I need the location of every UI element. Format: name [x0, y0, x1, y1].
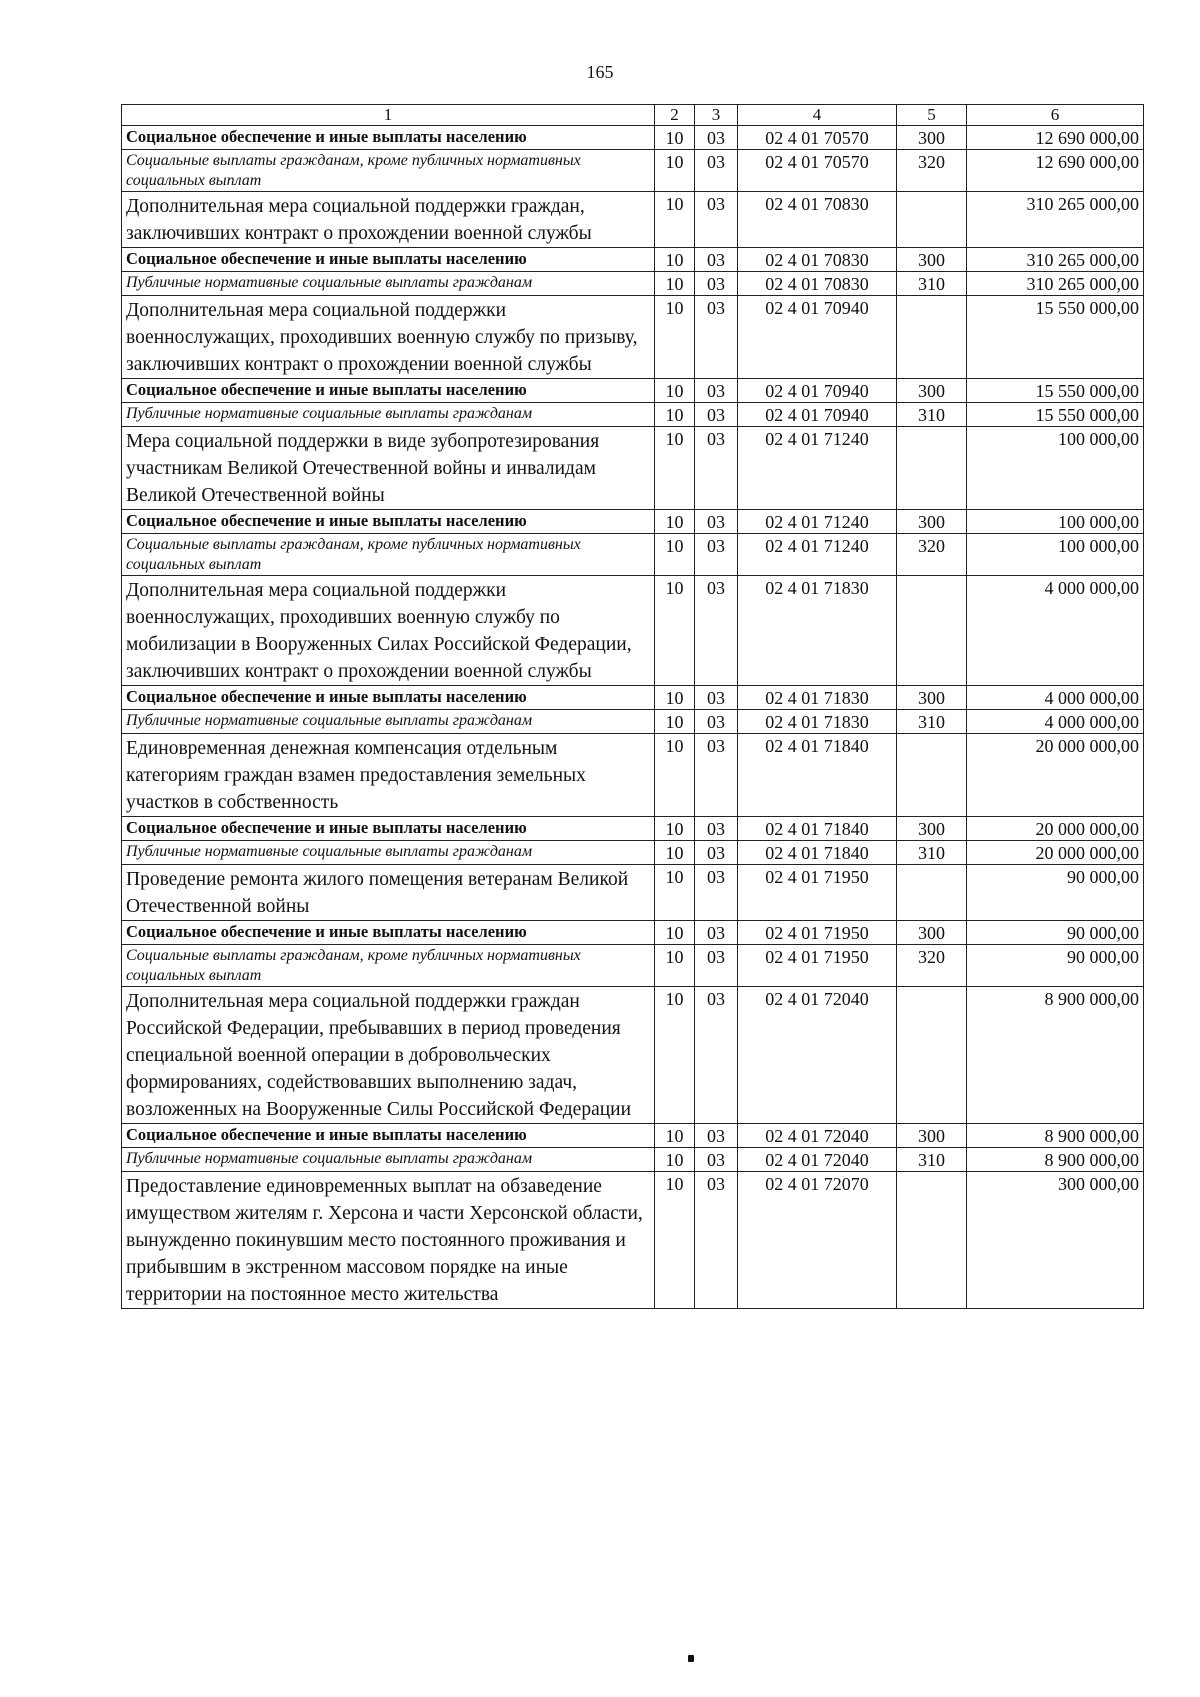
row-expense-type-cell: [897, 192, 967, 248]
row-subsection-cell: 03: [695, 865, 738, 921]
header-cell-5: 5: [897, 105, 967, 126]
row-subsection-cell: 03: [695, 534, 738, 576]
row-name-cell: Дополнительная мера социальной поддержки военнослужащих, проходивших военную службу по призыву, заключивших контракт о прохождении военной службы: [122, 296, 655, 379]
page-number: 165: [586, 62, 614, 82]
row-name-cell: Социальные выплаты гражданам, кроме публичных нормативных социальных выплат: [122, 150, 655, 192]
row-target-code-cell: 02 4 01 70830: [738, 272, 897, 296]
row-subsection-cell: 03: [695, 1124, 738, 1148]
row-subsection-cell: 03: [695, 841, 738, 865]
row-amount-cell: 310 265 000,00: [967, 192, 1144, 248]
row-target-code-cell: 02 4 01 72040: [738, 1148, 897, 1172]
row-amount-cell: 90 000,00: [967, 921, 1144, 945]
row-amount-cell: 15 550 000,00: [967, 403, 1144, 427]
row-section-cell: 10: [655, 1124, 695, 1148]
row-amount-cell: 100 000,00: [967, 534, 1144, 576]
row-amount-cell: 90 000,00: [967, 865, 1144, 921]
table-row: [122, 987, 1144, 1124]
row-amount-cell: 8 900 000,00: [967, 987, 1144, 1124]
row-amount-cell: 310 265 000,00: [967, 248, 1144, 272]
row-target-code-cell: 02 4 01 71950: [738, 865, 897, 921]
row-subsection-cell: 03: [695, 150, 738, 192]
row-section-cell: 10: [655, 296, 695, 379]
row-name-cell: Мера социальной поддержки в виде зубопротезирования участникам Великой Отечественной войны и инвалидам Великой Отечественной войны: [122, 427, 655, 510]
row-expense-type-cell: 310: [897, 403, 967, 427]
row-expense-type-cell: 320: [897, 534, 967, 576]
row-expense-type-cell: 320: [897, 150, 967, 192]
row-expense-type-cell: 300: [897, 248, 967, 272]
row-section-cell: 10: [655, 987, 695, 1124]
header-cell-2: 2: [655, 105, 695, 126]
header-cell-6: 6: [967, 105, 1144, 126]
row-expense-type-cell: [897, 576, 967, 686]
row-target-code-cell: 02 4 01 71830: [738, 686, 897, 710]
row-target-code-cell: 02 4 01 70830: [738, 192, 897, 248]
table-row: [122, 296, 1144, 379]
table-row: [122, 379, 1144, 403]
row-amount-cell: 12 690 000,00: [967, 126, 1144, 150]
row-amount-cell: 20 000 000,00: [967, 734, 1144, 817]
table-row: [122, 686, 1144, 710]
table-row: [122, 150, 1144, 192]
row-name-cell: Социальные выплаты гражданам, кроме публичных нормативных социальных выплат: [122, 945, 655, 987]
row-target-code-cell: 02 4 01 71840: [738, 734, 897, 817]
row-expense-type-cell: 300: [897, 686, 967, 710]
row-subsection-cell: 03: [695, 921, 738, 945]
row-section-cell: 10: [655, 576, 695, 686]
budget-table: [121, 104, 1144, 1309]
row-target-code-cell: 02 4 01 70940: [738, 403, 897, 427]
row-subsection-cell: 03: [695, 576, 738, 686]
row-expense-type-cell: 300: [897, 817, 967, 841]
table-row: [122, 841, 1144, 865]
row-section-cell: 10: [655, 192, 695, 248]
row-name-cell: Дополнительная мера социальной поддержки военнослужащих, проходивших военную службу по мобилизации в Вооруженных Силах Российской Федерации, заключивших контракт о прохождении военной службы: [122, 576, 655, 686]
row-expense-type-cell: 310: [897, 272, 967, 296]
row-section-cell: 10: [655, 379, 695, 403]
scan-dot-mark: [688, 1655, 694, 1662]
row-subsection-cell: 03: [695, 403, 738, 427]
table-row: [122, 817, 1144, 841]
row-section-cell: 10: [655, 272, 695, 296]
row-section-cell: 10: [655, 427, 695, 510]
row-expense-type-cell: [897, 296, 967, 379]
table-row: [122, 403, 1144, 427]
row-target-code-cell: 02 4 01 72070: [738, 1172, 897, 1309]
row-section-cell: 10: [655, 686, 695, 710]
row-target-code-cell: 02 4 01 72040: [738, 1124, 897, 1148]
table-row: [122, 945, 1144, 987]
row-section-cell: 10: [655, 817, 695, 841]
row-amount-cell: 4 000 000,00: [967, 576, 1144, 686]
row-amount-cell: 8 900 000,00: [967, 1148, 1144, 1172]
row-name-cell: Социальное обеспечение и иные выплаты населению: [122, 510, 655, 534]
row-section-cell: 10: [655, 1148, 695, 1172]
row-expense-type-cell: [897, 427, 967, 510]
row-expense-type-cell: [897, 865, 967, 921]
row-subsection-cell: 03: [695, 1148, 738, 1172]
row-name-cell: Предоставление единовременных выплат на обзаведение имуществом жителям г. Херсона и части Херсонской области, вынужденно покинувшим место постоянного проживания и прибывшим в экстренном массовом порядке на иные территории на постоянное место жительства: [122, 1172, 655, 1309]
row-name-cell: Публичные нормативные социальные выплаты гражданам: [122, 841, 655, 865]
row-expense-type-cell: 310: [897, 1148, 967, 1172]
row-expense-type-cell: [897, 1172, 967, 1309]
table-row: [122, 921, 1144, 945]
row-section-cell: 10: [655, 248, 695, 272]
row-expense-type-cell: [897, 734, 967, 817]
row-amount-cell: 90 000,00: [967, 945, 1144, 987]
row-section-cell: 10: [655, 1172, 695, 1309]
row-name-cell: Публичные нормативные социальные выплаты гражданам: [122, 1148, 655, 1172]
row-expense-type-cell: 300: [897, 1124, 967, 1148]
row-expense-type-cell: 300: [897, 510, 967, 534]
row-amount-cell: 4 000 000,00: [967, 686, 1144, 710]
row-subsection-cell: 03: [695, 248, 738, 272]
row-expense-type-cell: [897, 987, 967, 1124]
row-name-cell: Социальное обеспечение и иные выплаты населению: [122, 248, 655, 272]
row-section-cell: 10: [655, 841, 695, 865]
row-amount-cell: 100 000,00: [967, 427, 1144, 510]
row-amount-cell: 20 000 000,00: [967, 817, 1144, 841]
table-row: [122, 1148, 1144, 1172]
row-subsection-cell: 03: [695, 126, 738, 150]
header-row: [122, 105, 1144, 126]
row-section-cell: 10: [655, 126, 695, 150]
row-target-code-cell: 02 4 01 71840: [738, 817, 897, 841]
row-target-code-cell: 02 4 01 70830: [738, 248, 897, 272]
row-amount-cell: 4 000 000,00: [967, 710, 1144, 734]
row-amount-cell: 15 550 000,00: [967, 379, 1144, 403]
table-body: [122, 105, 1144, 1309]
row-section-cell: 10: [655, 403, 695, 427]
row-section-cell: 10: [655, 510, 695, 534]
row-subsection-cell: 03: [695, 686, 738, 710]
row-name-cell: Публичные нормативные социальные выплаты гражданам: [122, 403, 655, 427]
row-amount-cell: 300 000,00: [967, 1172, 1144, 1309]
row-name-cell: Социальное обеспечение и иные выплаты населению: [122, 817, 655, 841]
row-name-cell: Единовременная денежная компенсация отдельным категориям граждан взамен предоставления земельных участков в собственность: [122, 734, 655, 817]
row-section-cell: 10: [655, 865, 695, 921]
row-name-cell: Социальное обеспечение и иные выплаты населению: [122, 126, 655, 150]
row-name-cell: Публичные нормативные социальные выплаты гражданам: [122, 272, 655, 296]
row-amount-cell: 100 000,00: [967, 510, 1144, 534]
row-subsection-cell: 03: [695, 427, 738, 510]
header-cell-4: 4: [738, 105, 897, 126]
row-section-cell: 10: [655, 150, 695, 192]
row-name-cell: Социальные выплаты гражданам, кроме публичных нормативных социальных выплат: [122, 534, 655, 576]
row-section-cell: 10: [655, 921, 695, 945]
row-target-code-cell: 02 4 01 70940: [738, 379, 897, 403]
row-target-code-cell: 02 4 01 70570: [738, 126, 897, 150]
row-subsection-cell: 03: [695, 945, 738, 987]
row-target-code-cell: 02 4 01 71830: [738, 710, 897, 734]
row-target-code-cell: 02 4 01 72040: [738, 987, 897, 1124]
row-target-code-cell: 02 4 01 71840: [738, 841, 897, 865]
row-target-code-cell: 02 4 01 71950: [738, 945, 897, 987]
table-row: [122, 126, 1144, 150]
table-row: [122, 1172, 1144, 1309]
row-subsection-cell: 03: [695, 987, 738, 1124]
table-row: [122, 248, 1144, 272]
row-subsection-cell: 03: [695, 734, 738, 817]
row-subsection-cell: 03: [695, 710, 738, 734]
table-row: [122, 427, 1144, 510]
table-row: [122, 576, 1144, 686]
table-row: [122, 192, 1144, 248]
row-amount-cell: 15 550 000,00: [967, 296, 1144, 379]
row-target-code-cell: 02 4 01 71830: [738, 576, 897, 686]
row-subsection-cell: 03: [695, 1172, 738, 1309]
row-expense-type-cell: 320: [897, 945, 967, 987]
row-expense-type-cell: 310: [897, 710, 967, 734]
row-expense-type-cell: 310: [897, 841, 967, 865]
row-target-code-cell: 02 4 01 71240: [738, 534, 897, 576]
row-section-cell: 10: [655, 945, 695, 987]
header-cell-1: 1: [122, 105, 655, 126]
row-name-cell: Проведение ремонта жилого помещения ветеранам Великой Отечественной войны: [122, 865, 655, 921]
row-target-code-cell: 02 4 01 71950: [738, 921, 897, 945]
row-amount-cell: 20 000 000,00: [967, 841, 1144, 865]
row-target-code-cell: 02 4 01 70940: [738, 296, 897, 379]
row-expense-type-cell: 300: [897, 921, 967, 945]
row-subsection-cell: 03: [695, 192, 738, 248]
row-name-cell: Социальное обеспечение и иные выплаты населению: [122, 686, 655, 710]
table-row: [122, 710, 1144, 734]
row-name-cell: Дополнительная мера социальной поддержки граждан Российской Федерации, пребывавших в период проведения специальной военной операции в добровольческих формированиях, содействовавших выполнению задач, возложенных на Вооруженные Силы Российской Федерации: [122, 987, 655, 1124]
row-subsection-cell: 03: [695, 379, 738, 403]
row-target-code-cell: 02 4 01 70570: [738, 150, 897, 192]
row-section-cell: 10: [655, 710, 695, 734]
table-row: [122, 272, 1144, 296]
header-cell-3: 3: [695, 105, 738, 126]
row-name-cell: Дополнительная мера социальной поддержки граждан, заключивших контракт о прохождении военной службы: [122, 192, 655, 248]
row-name-cell: Социальное обеспечение и иные выплаты населению: [122, 379, 655, 403]
row-amount-cell: 8 900 000,00: [967, 1124, 1144, 1148]
row-amount-cell: 310 265 000,00: [967, 272, 1144, 296]
table-row: [122, 865, 1144, 921]
row-section-cell: 10: [655, 734, 695, 817]
row-name-cell: Социальное обеспечение и иные выплаты населению: [122, 1124, 655, 1148]
table-row: [122, 510, 1144, 534]
table-row: [122, 534, 1144, 576]
row-expense-type-cell: 300: [897, 126, 967, 150]
row-expense-type-cell: 300: [897, 379, 967, 403]
row-section-cell: 10: [655, 534, 695, 576]
row-name-cell: Публичные нормативные социальные выплаты гражданам: [122, 710, 655, 734]
row-subsection-cell: 03: [695, 510, 738, 534]
row-target-code-cell: 02 4 01 71240: [738, 510, 897, 534]
row-subsection-cell: 03: [695, 272, 738, 296]
row-subsection-cell: 03: [695, 296, 738, 379]
row-target-code-cell: 02 4 01 71240: [738, 427, 897, 510]
table-row: [122, 734, 1144, 817]
row-name-cell: Социальное обеспечение и иные выплаты населению: [122, 921, 655, 945]
row-amount-cell: 12 690 000,00: [967, 150, 1144, 192]
table-row: [122, 1124, 1144, 1148]
row-subsection-cell: 03: [695, 817, 738, 841]
